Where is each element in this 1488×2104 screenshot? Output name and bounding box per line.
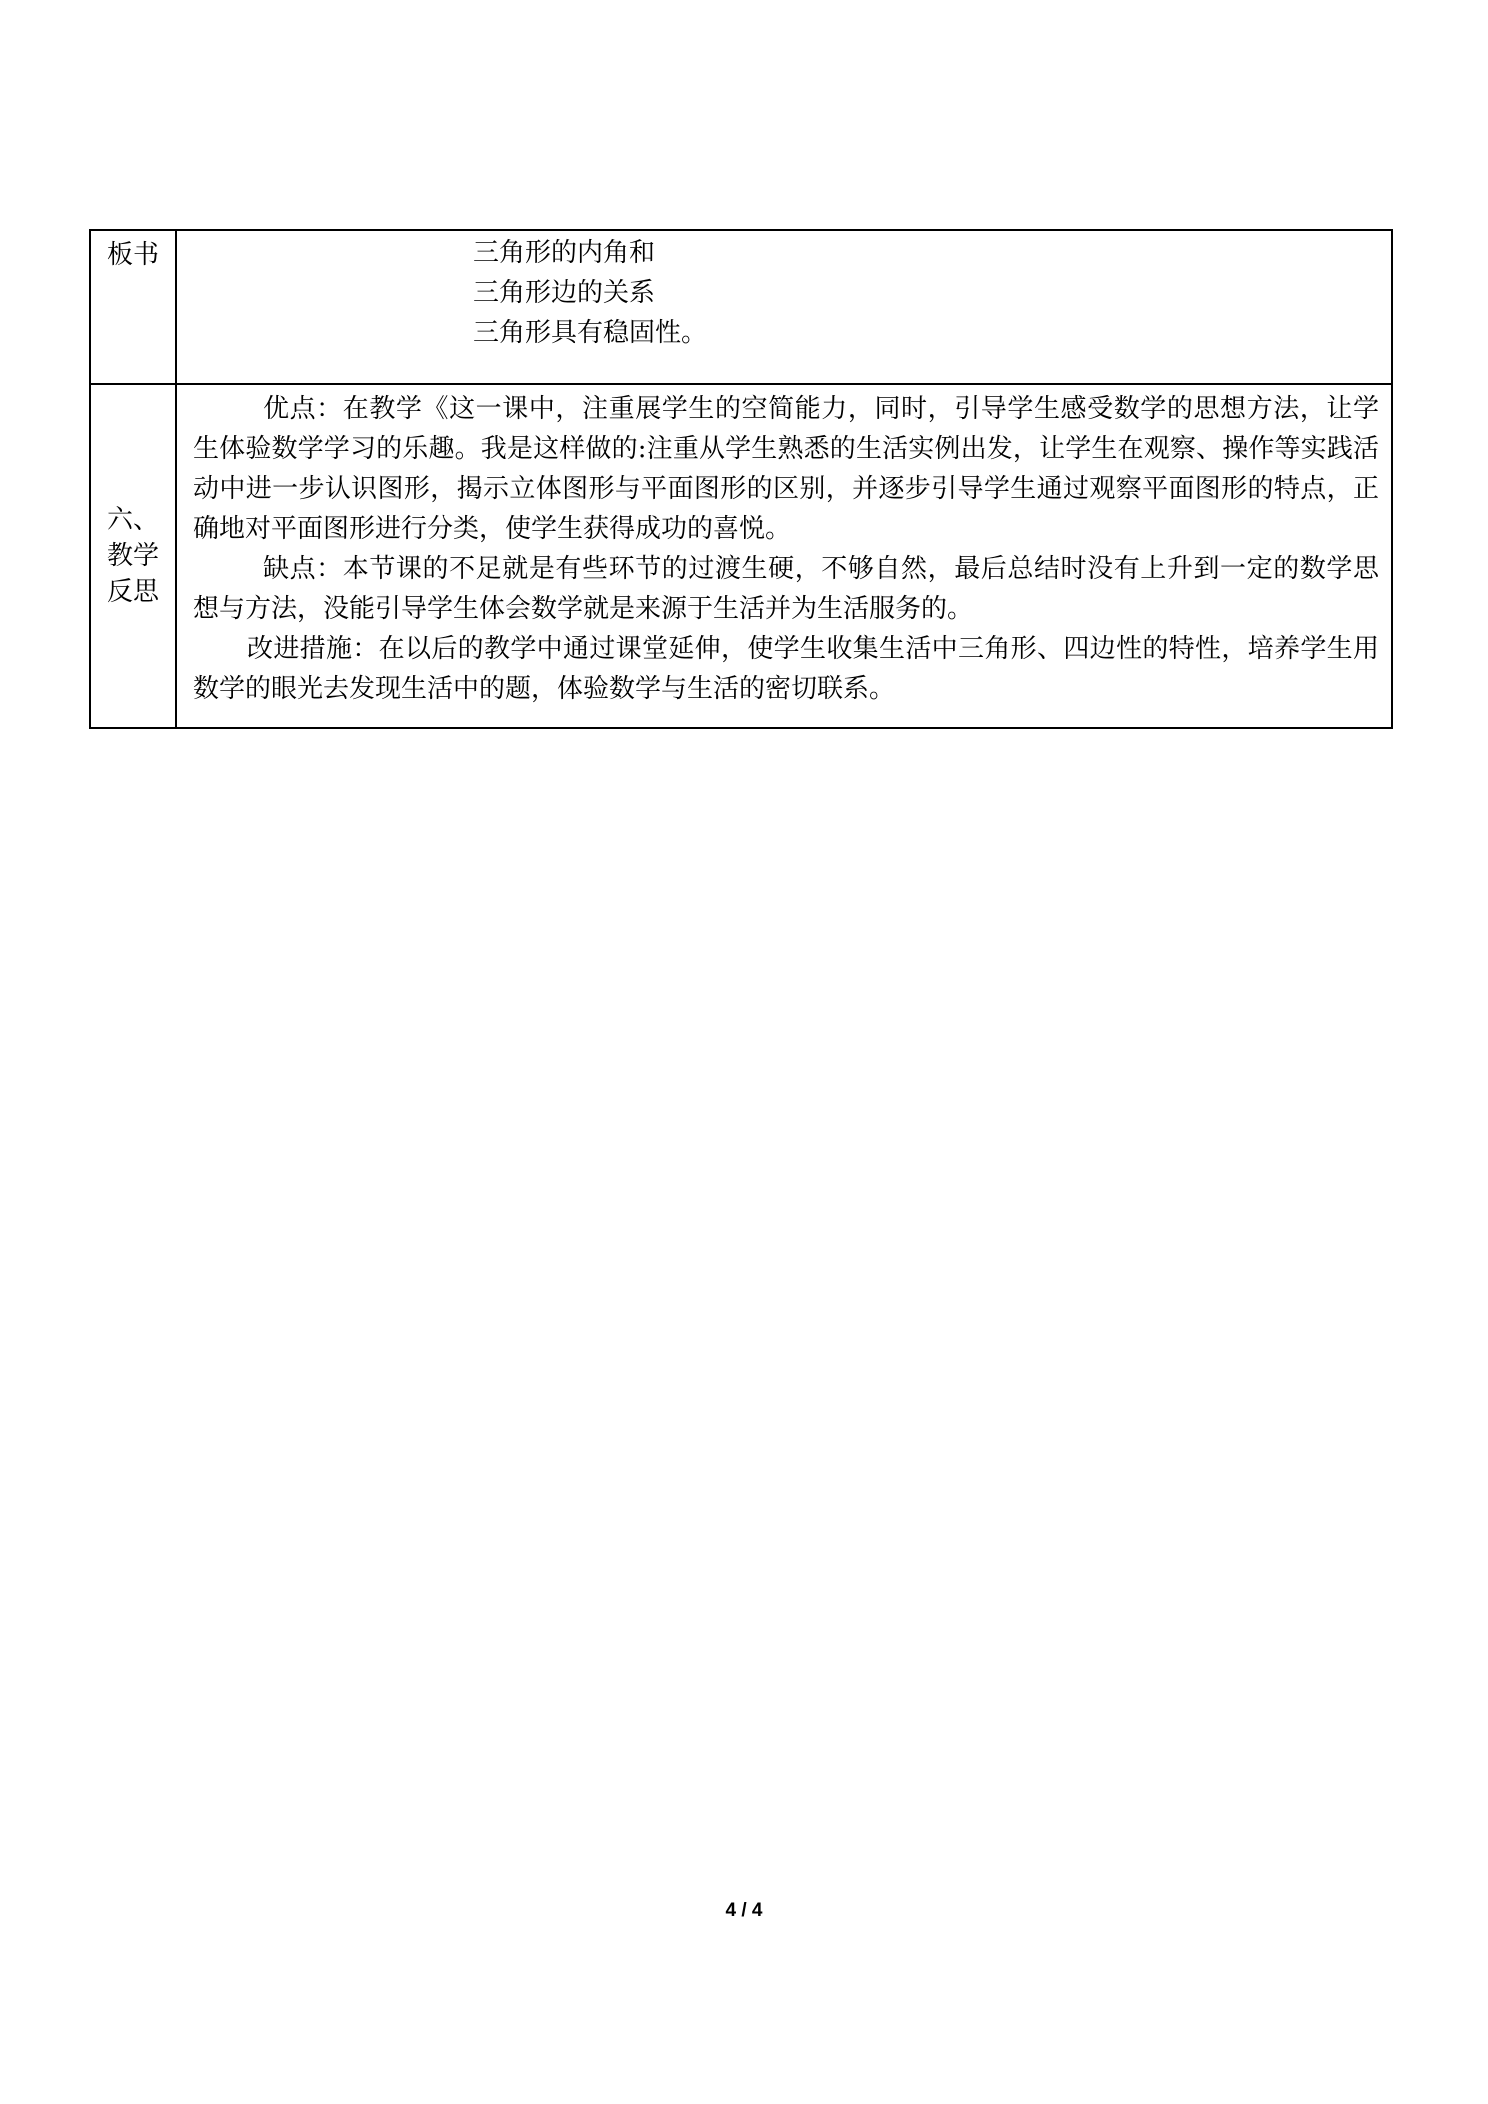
board-line: 三角形的内角和 xyxy=(473,238,656,268)
reflection-label-cell xyxy=(90,384,176,728)
board-label: 板书 xyxy=(106,240,159,270)
lesson-plan-table xyxy=(89,229,1393,729)
reflection-content-cell xyxy=(176,384,1392,728)
reflection-label-line: 反思 xyxy=(106,577,159,607)
board-row xyxy=(90,230,1392,384)
reflection-improvements-paragraph: 改进措施：在以后的教学中通过课堂延伸，使学生收集生活中三角形、四边性的特性，培养学生用数学的眼光去发现生活中的题，体验数学与生活的密切联系。 xyxy=(193,634,1379,704)
board-content-cell xyxy=(176,230,1392,384)
board-lines xyxy=(177,231,1391,353)
board-label-cell xyxy=(90,230,176,384)
board-line: 三角形具有稳固性。 xyxy=(473,318,708,348)
reflection-label-line: 教学 xyxy=(106,541,159,571)
page-number: 4 / 4 xyxy=(725,1900,763,1921)
board-line: 三角形边的关系 xyxy=(473,278,656,308)
reflection-strengths-paragraph: 优点：在教学《这一课中，注重展学生的空简能力，同时，引导学生感受数学的思想方法，让学生体验数学学习的乐趣。我是这样做的:注重从学生熟悉的生活实例出发，让学生在观察、操作等实践活动中进一步认识图形，揭示立体图形与平面图形的区别，并逐步引导学生通过观察平面图形的特点，正确地对平面图形进行分类，使学生获得成功的喜悦。 xyxy=(193,394,1379,544)
reflection-row xyxy=(90,384,1392,728)
reflection-label-line: 六、 xyxy=(106,505,159,535)
reflection-weaknesses-paragraph: 缺点：本节课的不足就是有些环节的过渡生硬，不够自然，最后总结时没有上升到一定的数学思想与方法，没能引导学生体会数学就是来源于生活并为生活服务的。 xyxy=(193,554,1379,624)
